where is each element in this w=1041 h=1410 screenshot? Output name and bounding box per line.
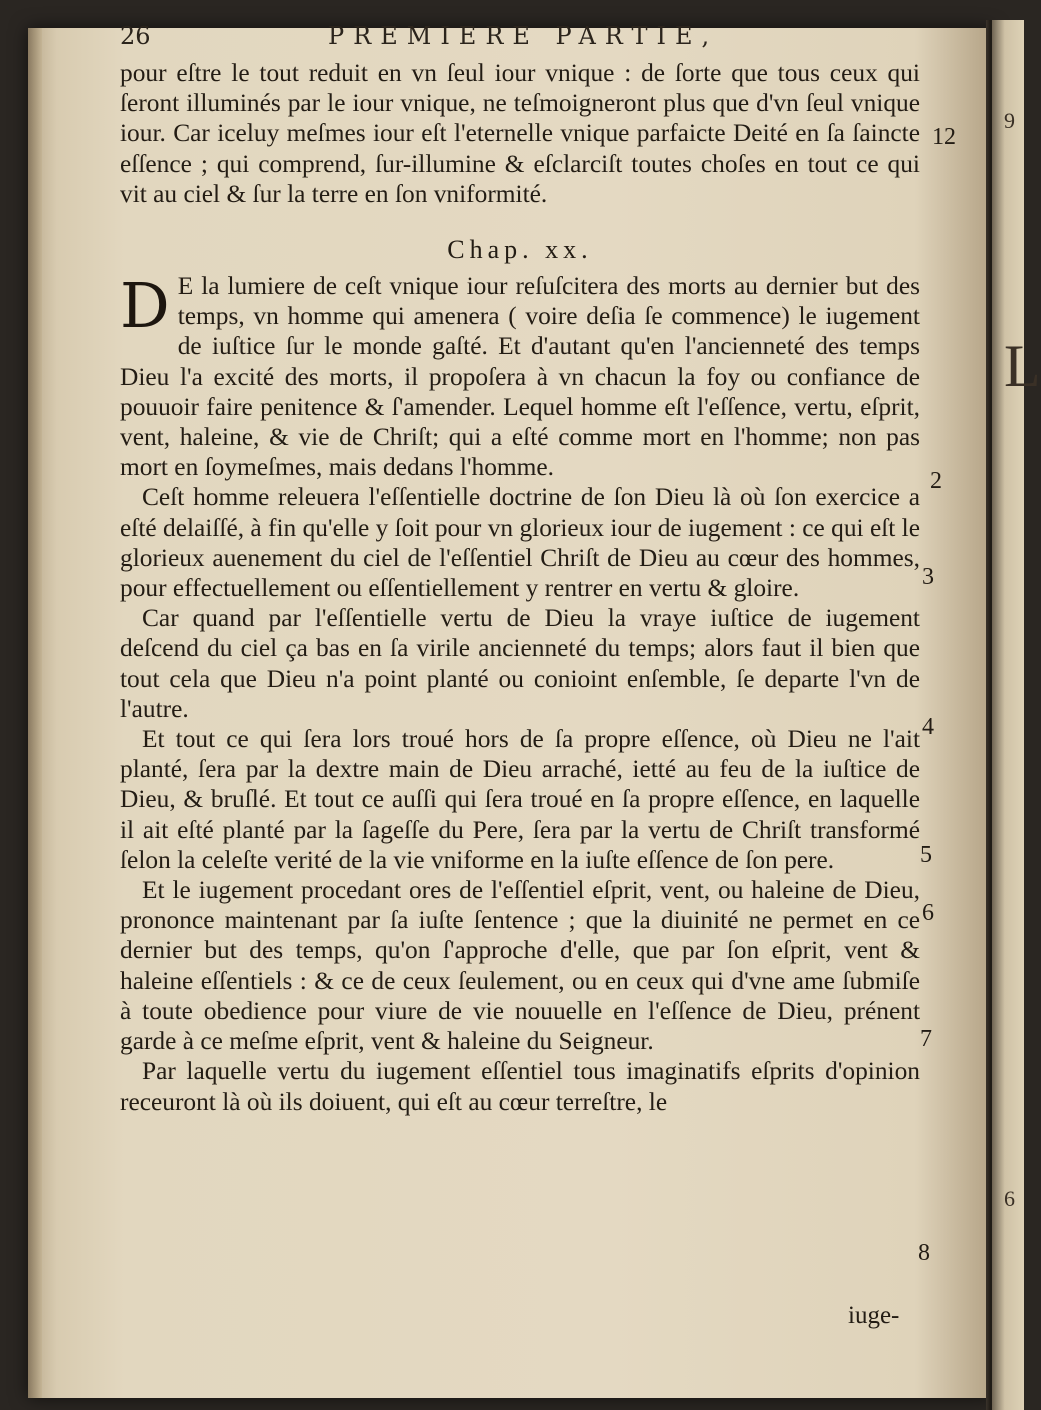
paragraph-text: E la lumiere de ceſt vnique iour reſuſcitera des morts au dernier but des temps, vn homme qui amenera ( voire deſia ſe commence) le iugement de iuſtice ſur le monde gaſté. Et d'autant qu'en l'ancienneté des temps Dieu l'a excité des morts, il propoſera à vn chacun la foy ou confiance de pouuoir faire penitence & ſ'amender. Lequel homme eſt l'eſſence, vertu, eſprit, vent, haleine, & vie de Chriſt; qui a eſté comme mort en l'homme; non pas mort en ſoymeſmes, mais dedans l'homme. [120, 272, 920, 482]
paragraph: Car quand par l'eſſentielle vertu de Dieu la vraye iuſtice de iugement deſcend du ciel ça bas en ſa virile ancienneté du temps; alors faut il bien que tout cela que Dieu n'a point planté ou conioint enſemble, ſe departe l'vn de l'autre. [120, 604, 920, 723]
verse-number: 12 [932, 124, 956, 150]
verse-number: 7 [920, 1026, 932, 1052]
page-number: 26 [120, 22, 151, 50]
verse-number: 6 [922, 900, 934, 926]
verse-number: 5 [920, 842, 932, 868]
catchword: iuge- [848, 1302, 900, 1329]
paragraph: Et tout ce qui ſera lors troué hors de ſa propre eſſence, où Dieu ne l'ait planté, ſera par la dextre main de Dieu arraché, ietté au feu de la iuſtice de Dieu, & bruſlé. Et tout ce auſſi qui ſera troué en ſa propre eſſence, en laquelle il ait eſté planté par la ſageſſe du Pere, ſera par la vertu de Chriſt transformé ſelon la celeſte verité de la vie vniforme en la iuſte eſſence de ſon pere. [120, 725, 920, 874]
facing-fragment: L [1004, 333, 1041, 399]
verse-number: 3 [922, 564, 934, 590]
verse-number: 8 [918, 1240, 930, 1266]
paragraph: Ceſt homme releuera l'eſſentielle doctrine de ſon Dieu là où ſon exercice a eſté delaiſſé, à fin qu'elle y ſoit pour vn glorieux iour de iugement : ce qui eſt le glorieux auenement du ciel de l'eſſentiel Chriſt de Dieu au cœur des hommes, pour effectuellement ou eſſentiellement y rentrer en vertu & gloire. [120, 483, 920, 603]
paragraph-first [120, 271, 920, 482]
chapter-heading: Chap. xx. [447, 235, 593, 265]
facing-fragment: 6 [1004, 1186, 1015, 1211]
verse-number: 2 [930, 468, 942, 494]
body-text [120, 58, 920, 1117]
paragraph: Par laquelle vertu du iugement eſſentiel tous imaginatifs eſprits d'opinion receuront là où ils doiuent, qui eſt au cœur terreſtre, le [120, 1057, 920, 1116]
facing-page-edge [992, 20, 1041, 1410]
running-title: PREMIERE PARTIE, [328, 22, 719, 50]
paragraph: pour eſtre le tout reduit en vn ſeul iour vnique : de ſorte que tous ceux qui ſeront illuminés par le iour vnique, ne teſmoigneront plus que d'vn ſeul vnique iour. Car iceluy meſmes iour eſt l'eternelle vnique parfaicte Deité en ſa ſaincte eſſence ; qui comprend, ſur-illumine & eſclarciſt toutes choſes en tout ce qui vit au ciel & ſur la terre en ſon vniformité. [120, 59, 920, 208]
facing-fragment: 9 [1004, 108, 1015, 133]
verse-number: 4 [922, 714, 934, 740]
running-head [120, 22, 940, 54]
drop-cap: D [120, 269, 170, 343]
paragraph: Et le iugement procedant ores de l'eſſentiel eſprit, vent, ou haleine de Dieu, prononce maintenant par ſa iuſte ſentence ; que la diuinité ne permet en ce dernier but des temps, qu'on ſ'approche d'elle, que par ſon eſprit, vent & haleine eſſentiels : & ce de ceux ſeulement, ou en ceux qui d'vne ame ſubmiſe à toute obedience pour viure de vie nouuelle en l'eſſence de Dieu, prénent garde à ce meſme eſprit, vent & haleine du Seigneur. [120, 876, 920, 1056]
